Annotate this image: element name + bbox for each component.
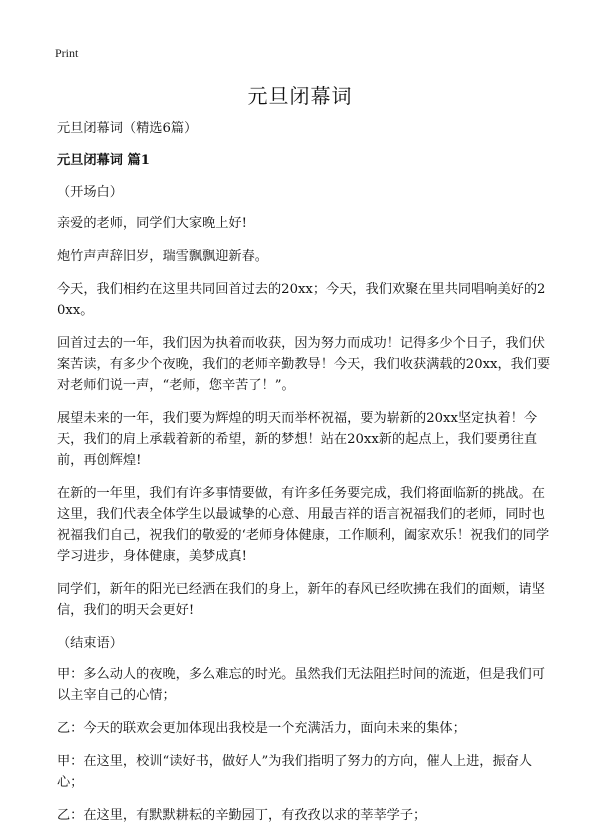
paragraph-opening-label: （开场白） [57, 185, 123, 200]
print-label: Print [55, 46, 79, 60]
paragraph-closing-label: （结束语） [57, 636, 123, 651]
document-title: 元旦闭幕词 [247, 84, 353, 108]
paragraph-dialogue-b2: 乙：在这里，有默默耕耘的辛勤园丁，有孜孜以求的莘莘学子； [57, 808, 427, 823]
paragraph-firecrackers: 炮竹声声辞旧岁，瑞雪飘飘迎新春。 [57, 249, 268, 264]
paragraph-gathering: 今天，我们相约在这里共同回首过去的20xx；今天，我们欢聚在里共同唱响美好的20xx。 [57, 282, 546, 318]
paragraph-new-year-wishes: 在新的一年里，我们有许多事情要做，有许多任务要完成，我们将面临新的挑战。在这里，我们代表全体学生以最诚挚的心意、用最吉祥的语言祝福我们的老师，同时也祝福我们自己，祝我们的敬爱的‘老师身体健康，工作顺利，阖家欢乐！祝我们的同学学习进步，身体健康，美梦成真! [57, 486, 550, 564]
paragraph-dialogue-b1: 乙：今天的联欢会更加体现出我校是一个充满活力，面向未来的集体； [57, 721, 466, 736]
document-subtitle: 元旦闭幕词（精选6篇） [57, 121, 198, 136]
document-body [57, 118, 551, 838]
paragraph-sunshine: 同学们，新年的阳光已经洒在我们的身上，新年的春风已经吹拂在我们的面颊，请坚信，我们的明天会更好! [57, 582, 545, 618]
paragraph-greeting: 亲爱的老师，同学们大家晚上好! [57, 216, 247, 231]
paragraph-looking-forward: 展望未来的一年，我们要为辉煌的明天而举杯祝福，要为崭新的20xx坚定执着！今天，我们的肩上承载着新的希望，新的梦想！站在20xx新的起点上，我们要勇往直前，再创辉煌! [57, 411, 538, 468]
section-heading: 元旦闭幕词 篇1 [57, 153, 150, 168]
paragraph-looking-back: 回首过去的一年，我们因为执着而收获，因为努力而成功！记得多少个日子，我们伏案苦读，有多少个夜晚，我们的老师辛勤教导！今天，我们收获满载的20xx，我们要对老师们说一声，“老师，您辛苦了！”。 [57, 336, 551, 393]
paragraph-dialogue-a2: 甲：在这里，校训“读好书，做好人”为我们指明了努力的方向，催人上进，振奋人心； [57, 754, 533, 790]
paragraph-dialogue-a1: 甲：多么动人的夜晚，多么难忘的时光。虽然我们无法阻拦时间的流逝，但是我们可以主宰自己的心情； [57, 667, 545, 703]
